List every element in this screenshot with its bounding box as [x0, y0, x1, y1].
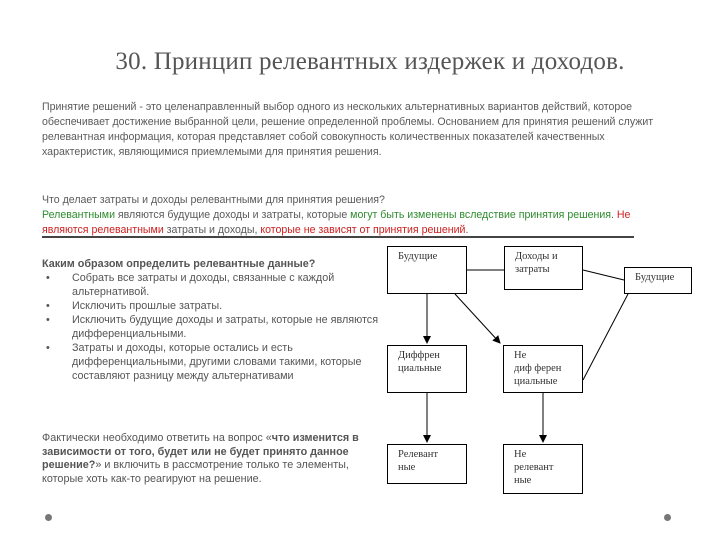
method-item: • Собрать все затраты и доходы, связанные с каждой альтернативой.: [46, 272, 335, 298]
conclusion-key-question: что изменится в зависимости от того, будет или не будет принято данное решение?: [42, 432, 359, 471]
relevance-question: Что делает затраты и доходы релевантными для принятия решения?: [42, 194, 385, 206]
answer-condition: могут быть изменены вследствие принятия решения: [350, 209, 612, 221]
nav-dot-left-icon: [45, 514, 52, 521]
answer-text-1: являются будущие доходы и затраты, которые: [114, 209, 351, 221]
arrow-future-to-nondifferential: [455, 294, 500, 343]
bullet-icon: •: [46, 300, 50, 312]
diagram-box-nondifferential: Не диф ферен циальные: [503, 345, 583, 393]
connector-past-to-nondifferential: [583, 294, 628, 380]
method-heading: Каким образом определить релевантные данные?: [42, 258, 316, 270]
page-title: 30. Принцип релевантных издержек и доходов.: [115, 48, 625, 75]
answer-term-not-relevant: Не являются релевантными: [42, 209, 631, 236]
conclusion-paragraph: Фактически необходимо ответить на вопрос «что изменится в зависимости от того, будет или не будет принято данное решение?» и включить в рассмотрение только те элементы, которые хоть как-то реагируют на решение.: [42, 432, 359, 485]
answer-text-4: .: [465, 224, 469, 236]
connector-costs-to-past: [583, 270, 624, 280]
method-item: • Исключить прошлые затраты.: [46, 300, 223, 312]
bullet-icon: •: [46, 314, 50, 326]
answer-term-relevant: Релевантными: [42, 209, 115, 221]
method-item: • Исключить будущие доходы и затраты, которые не являются дифференциальными.: [46, 314, 379, 340]
method-item: • Затраты и доходы, которые остались и есть дифференциальными, другими словами такими, которые составляют разницу между альтернативами: [46, 342, 362, 382]
answer-text-2: .: [611, 209, 617, 221]
bullet-icon: •: [46, 342, 50, 354]
answer-exclusion: которые не зависят от принятия решений: [260, 224, 466, 236]
bullet-icon: •: [46, 272, 50, 284]
diagram-box-nonrelevant: Не релевант ные: [503, 444, 583, 494]
diagram-box-differential: Диффрен циальные: [387, 345, 467, 393]
intro-paragraph: Принятие решений - это целенаправленный выбор одного из нескольких альтернативных вариантов действий, которое обеспечивает достижение выбранной цели, решение определенной проблемы. Основанием для принятия решений служит релевантная информация, которая представляет собой совокупность количественных показателей качественных характеристик, являющимися приемлемыми для принятия решения.: [42, 101, 654, 158]
nav-dot-right-icon: [664, 514, 671, 521]
diagram-box-relevant: Релевант ные: [387, 444, 467, 484]
answer-text-3: затраты и доходы,: [163, 224, 261, 236]
diagram-box-past: Будущие: [624, 267, 692, 294]
diagram-box-income-costs: Доходы и затраты: [504, 246, 583, 290]
diagram-box-future: Будущие: [387, 246, 467, 294]
